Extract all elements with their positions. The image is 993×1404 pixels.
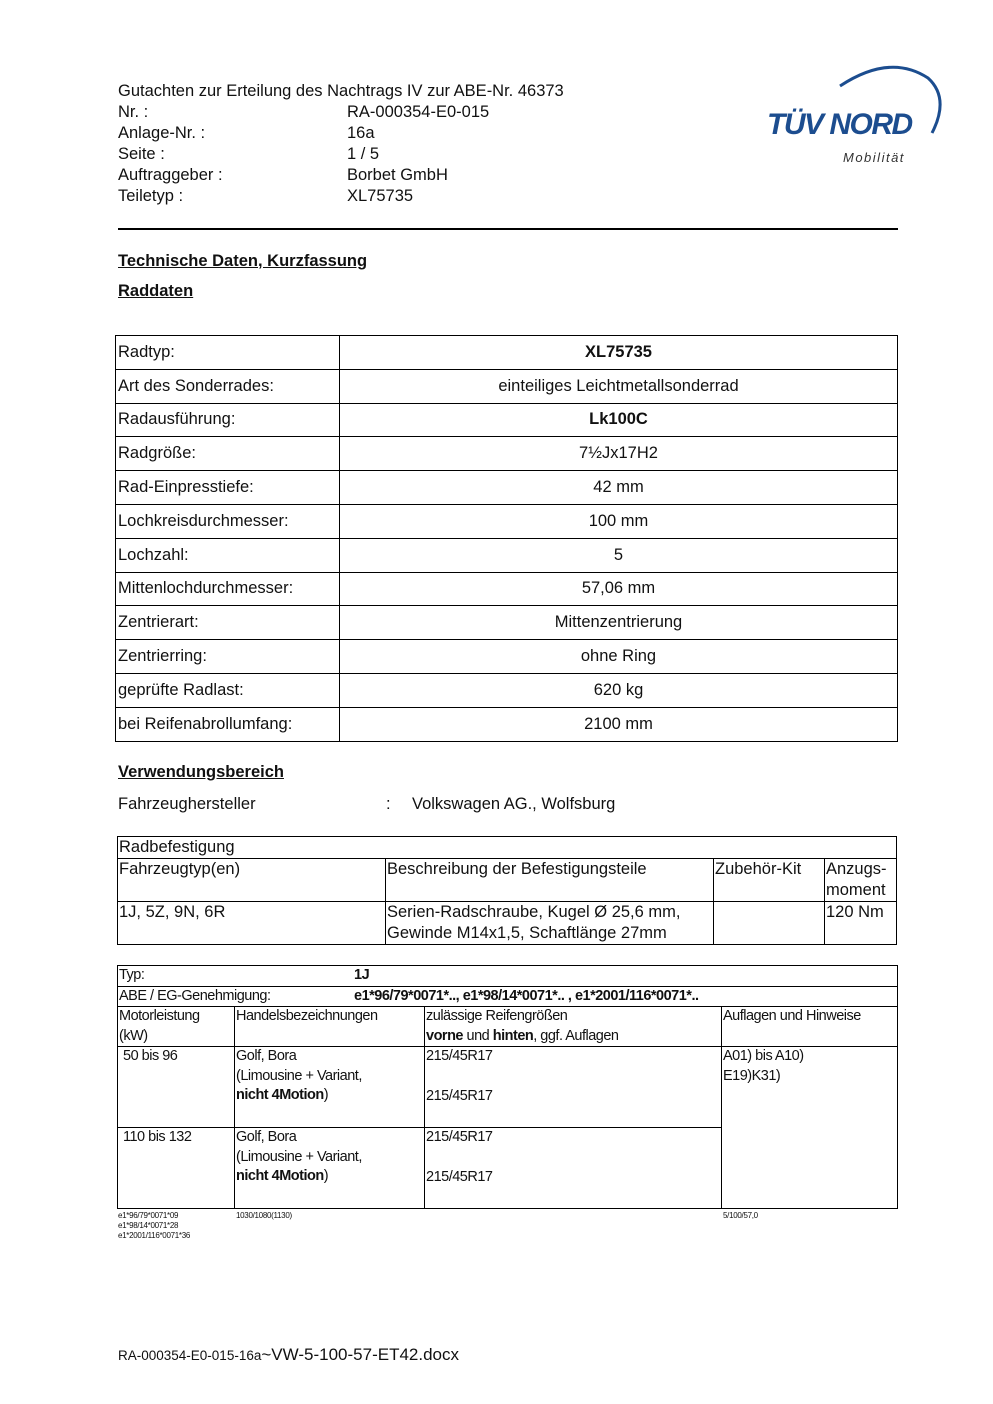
handel-line: Golf, Bora <box>236 1048 297 1064</box>
zubehoer-kit-cell <box>714 902 825 945</box>
handel-close: ) <box>323 1087 329 1103</box>
header-text: , ggf. Auflagen <box>533 1027 619 1044</box>
header-line: (kW) <box>119 1027 148 1044</box>
auflagen-cell <box>722 1047 898 1209</box>
header-label: Teiletyp : <box>118 187 184 205</box>
table-row <box>116 336 898 370</box>
header-bold: vorne <box>426 1027 463 1044</box>
handel-bold: nicht 4Motion <box>236 1168 324 1184</box>
reifen-line: 215/45R17 <box>426 1087 493 1104</box>
column-header: Zubehör-Kit <box>714 859 825 902</box>
page-footer <box>118 1345 459 1365</box>
table-row <box>118 1007 898 1047</box>
reifen-cell <box>425 1128 722 1209</box>
raddaten-value: einteiliges Leichtmetallsonderrad <box>340 369 898 403</box>
table-row <box>116 504 898 538</box>
abe-value: e1*96/79*0071*.., e1*98/14*0071*.. , e1*2001/116*0071*.. <box>354 987 699 1004</box>
raddaten-value: 620 kg <box>340 673 898 707</box>
header-line: Anzugs- <box>826 860 887 878</box>
table-row <box>116 640 898 674</box>
column-header <box>425 1007 722 1047</box>
table-row <box>116 606 898 640</box>
table-row <box>116 707 898 741</box>
raddaten-value: 5 <box>340 538 898 572</box>
header-label: Seite : <box>118 145 165 163</box>
handel-line <box>236 1086 423 1106</box>
raddaten-key: Lochkreisdurchmesser: <box>116 504 340 538</box>
beschreibung-line: Gewinde M14x1,5, Schaftlänge 27mm <box>387 924 667 942</box>
hersteller-label: Fahrzeughersteller <box>118 795 256 813</box>
header-row-auftraggeber <box>118 165 564 186</box>
handel-line <box>236 1167 423 1187</box>
table-row <box>118 1047 898 1128</box>
footnote-line: e1*96/79*0071*09 <box>118 1211 179 1220</box>
table-row <box>116 471 898 505</box>
table-row <box>118 837 897 859</box>
raddaten-key: Zentrierart: <box>116 606 340 640</box>
table-row <box>118 859 897 902</box>
raddaten-value: 42 mm <box>340 471 898 505</box>
raddaten-key: Lochzahl: <box>116 538 340 572</box>
hersteller-value: Volkswagen AG., Wolfsburg <box>412 795 616 813</box>
raddaten-value: 7½Jx17H2 <box>340 437 898 471</box>
raddaten-table <box>115 335 898 742</box>
header-value: Borbet GmbH <box>347 166 448 184</box>
header-label: Anlage-Nr. : <box>118 124 206 142</box>
typ-row <box>118 966 898 987</box>
footnote-lochkreis: 5/100/57,0 <box>723 1211 758 1220</box>
handelsbezeichnung-cell <box>235 1128 425 1209</box>
document-title: Gutachten zur Erteilung des Nachtrags IV zur ABE-Nr. 46373 <box>118 82 564 100</box>
column-header: Beschreibung der Befestigungsteile <box>386 859 714 902</box>
header-line: moment <box>826 881 886 899</box>
raddaten-value: Mittenzentrierung <box>340 606 898 640</box>
logo-subtitle: Mobilität <box>843 150 905 165</box>
raddaten-key: Radausführung: <box>116 403 340 437</box>
typ-value: 1J <box>354 967 370 983</box>
table-row <box>116 403 898 437</box>
raddaten-key: Zentrierring: <box>116 640 340 674</box>
raddaten-value: ohne Ring <box>340 640 898 674</box>
raddaten-value: XL75735 <box>340 336 898 370</box>
section-verwendungsbereich: Verwendungsbereich <box>118 763 284 781</box>
header-value: 16a <box>347 124 375 142</box>
raddaten-key: Rad-Einpresstiefe: <box>116 471 340 505</box>
raddaten-value: 57,06 mm <box>340 572 898 606</box>
column-header: Fahrzeugtyp(en) <box>118 859 386 902</box>
fahrzeugtyp-table <box>117 965 898 1209</box>
header-line <box>426 1027 720 1047</box>
raddaten-value: 2100 mm <box>340 707 898 741</box>
footnote-approvals <box>118 1211 190 1241</box>
reifen-line: 215/45R17 <box>426 1129 493 1145</box>
reifen-cell <box>425 1047 722 1128</box>
table-row <box>116 673 898 707</box>
footnote-line: e1*98/14*0071*28 <box>118 1221 179 1230</box>
handel-line: (Limousine + Variant, <box>236 1148 362 1165</box>
document-header <box>118 81 564 207</box>
table-row <box>118 966 898 987</box>
motorleistung-cell: 110 bis 132 <box>118 1128 235 1209</box>
header-bold: hinten <box>492 1027 534 1044</box>
anzugsmoment-cell: 120 Nm <box>825 902 897 945</box>
reifen-line: 215/45R17 <box>426 1048 493 1064</box>
table-row <box>118 902 897 945</box>
header-row-teiletyp <box>118 186 564 207</box>
raddaten-key: geprüfte Radlast: <box>116 673 340 707</box>
handel-line: (Limousine + Variant, <box>236 1067 362 1084</box>
handel-close: ) <box>323 1168 329 1184</box>
radbefestigung-title: Radbefestigung <box>118 837 897 859</box>
handelsbezeichnung-cell <box>235 1047 425 1128</box>
table-row <box>116 572 898 606</box>
header-line: Motorleistung <box>119 1008 200 1024</box>
header-value: RA-000354-E0-015 <box>347 103 490 121</box>
radbefestigung-table <box>117 836 897 945</box>
auflagen-line: A01) bis A10) <box>723 1048 804 1064</box>
table-row <box>116 437 898 471</box>
tuv-nord-logo <box>760 58 945 173</box>
header-value: XL75735 <box>347 187 414 205</box>
column-header <box>118 1007 235 1047</box>
typ-label: Typ: <box>119 967 145 983</box>
column-header: Handelsbezeichnungen <box>235 1007 425 1047</box>
logo-brand: TÜV NORD <box>767 108 912 141</box>
footer-doc-id: RA-000354-E0-015-16a <box>118 1348 262 1363</box>
table-row <box>116 538 898 572</box>
header-value: 1 / 5 <box>347 145 380 163</box>
raddaten-key: Mittenlochdurchmesser: <box>116 572 340 606</box>
header-divider <box>118 228 898 230</box>
table-row <box>116 369 898 403</box>
beschreibung-line: Serien-Radschraube, Kugel Ø 25,6 mm, <box>387 903 681 921</box>
header-line: zulässige Reifengrößen <box>426 1008 568 1024</box>
header-row-seite <box>118 144 564 165</box>
footnote-mass: 1030/1080(1130) <box>236 1211 292 1220</box>
column-header: Auflagen und Hinweise <box>722 1007 898 1047</box>
section-raddaten: Raddaten <box>118 282 194 300</box>
footnote-line: e1*2001/116*0071*36 <box>118 1231 191 1240</box>
auflagen-line: E19)K31) <box>723 1067 781 1084</box>
section-technische-daten: Technische Daten, Kurzfassung <box>118 252 368 270</box>
header-row-nr <box>118 102 564 123</box>
column-header <box>825 859 897 902</box>
handel-line: Golf, Bora <box>236 1129 297 1145</box>
fahrzeugtypen-cell: 1J, 5Z, 9N, 6R <box>118 902 386 945</box>
raddaten-key: Radgröße: <box>116 437 340 471</box>
raddaten-value: Lk100C <box>340 403 898 437</box>
footer-filename: ~VW-5-100-57-ET42.docx <box>261 1345 460 1364</box>
raddaten-value: 100 mm <box>340 504 898 538</box>
handel-bold: nicht 4Motion <box>236 1087 324 1103</box>
raddaten-key: Art des Sonderrades: <box>116 369 340 403</box>
header-label: Auftraggeber : <box>118 166 223 184</box>
abe-row <box>118 986 898 1007</box>
fahrzeughersteller-row <box>118 795 615 814</box>
header-text: und <box>463 1027 493 1044</box>
hersteller-separator: : <box>386 795 391 813</box>
header-label: Nr. : <box>118 103 149 121</box>
reifen-line: 215/45R17 <box>426 1168 493 1185</box>
header-row-anlage <box>118 123 564 144</box>
beschreibung-cell <box>386 902 714 945</box>
motorleistung-cell: 50 bis 96 <box>118 1047 235 1128</box>
table-row <box>118 986 898 1007</box>
raddaten-key: Radtyp: <box>116 336 340 370</box>
raddaten-key: bei Reifenabrollumfang: <box>116 707 340 741</box>
abe-label: ABE / EG-Genehmigung: <box>119 987 271 1004</box>
